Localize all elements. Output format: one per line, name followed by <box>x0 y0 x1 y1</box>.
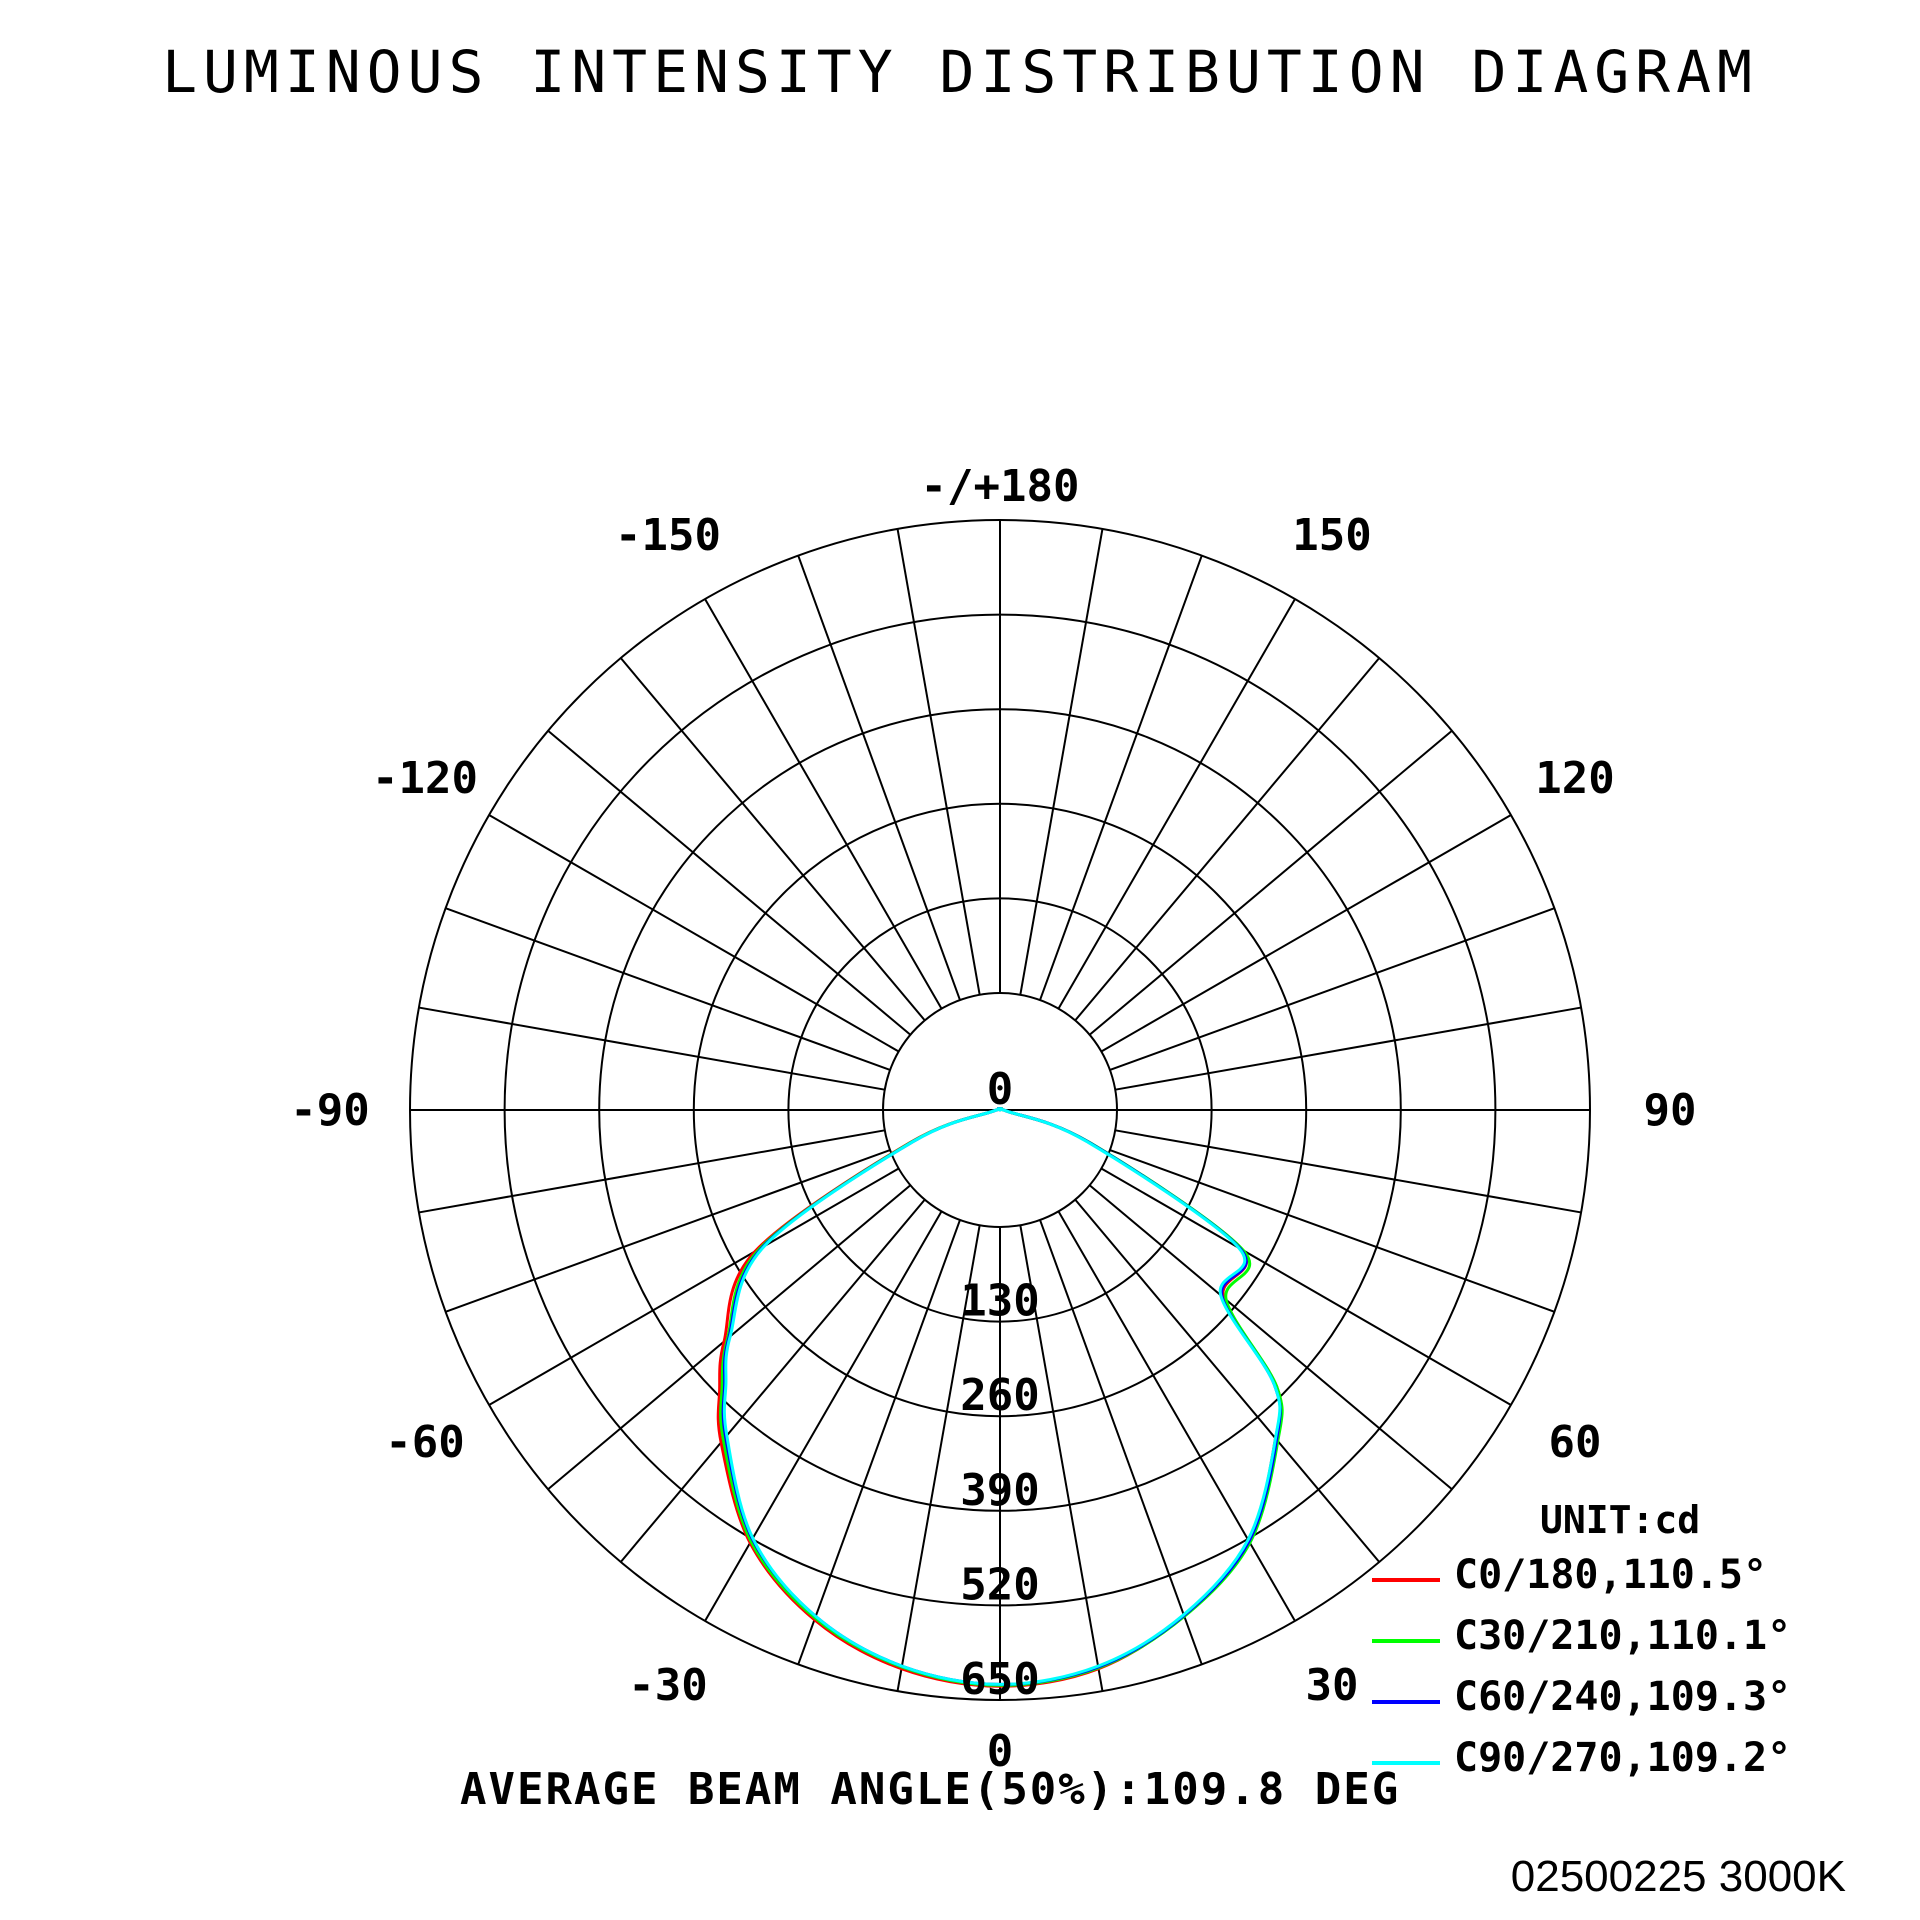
grid-spoke-110 <box>1110 908 1554 1070</box>
legend-label-c30: C30/210,110.1° <box>1454 1613 1792 1659</box>
grid-spoke-220 <box>621 658 925 1020</box>
angle-label-150: 150 <box>1292 510 1372 561</box>
radial-tick-label-130: 130 <box>960 1275 1040 1327</box>
grid-spoke-290 <box>446 1150 890 1312</box>
grid-spoke-160 <box>1040 556 1202 1000</box>
grid-spoke-130 <box>1090 731 1452 1035</box>
average-beam-angle: AVERAGE BEAM ANGLE(50%):109.8 DEG <box>460 1764 1401 1815</box>
grid-spoke-340 <box>798 1220 960 1664</box>
chart-title: LUMINOUS INTENSITY DISTRIBUTION DIAGRAM <box>162 38 1758 106</box>
grid-spoke-170 <box>1020 529 1102 995</box>
angle-label-neg30: -30 <box>628 1660 708 1711</box>
grid-spoke-140 <box>1075 658 1379 1020</box>
angle-label-30: 30 <box>1305 1660 1359 1711</box>
legend-swatch-c30 <box>1372 1639 1440 1643</box>
legend-label-c0: C0/180,110.5° <box>1454 1552 1768 1598</box>
angle-label-neg150: -150 <box>615 510 721 561</box>
angle-label-120: 120 <box>1535 753 1615 804</box>
grid-spoke-100 <box>1115 1008 1581 1090</box>
angle-label-neg60: -60 <box>385 1417 465 1468</box>
grid-spoke-50 <box>1090 1185 1452 1489</box>
angle-label-90: 90 <box>1643 1085 1697 1136</box>
grid-spoke-20 <box>1040 1220 1202 1664</box>
center-zero-label: 0 <box>986 1064 1014 1115</box>
angle-label-180: -/+180 <box>920 461 1080 512</box>
grid-spoke-190 <box>898 529 980 995</box>
bottom-zero-label: 0 <box>986 1726 1014 1777</box>
unit-label: UNIT:cd <box>1540 1498 1701 1542</box>
legend-label-c60: C60/240,109.3° <box>1454 1674 1792 1720</box>
legend-swatch-c60 <box>1372 1700 1440 1704</box>
radial-tick-label-260: 260 <box>960 1370 1040 1422</box>
angle-label-neg120: -120 <box>372 753 478 804</box>
radial-tick-label-650: 650 <box>960 1654 1040 1705</box>
legend-swatch-c0 <box>1372 1578 1440 1582</box>
radial-tick-label-520: 520 <box>960 1559 1040 1611</box>
legend-label-c90: C90/270,109.2° <box>1454 1735 1792 1781</box>
angle-label-60: 60 <box>1548 1417 1602 1468</box>
product-code: 02500225 3000K <box>1510 1852 1846 1901</box>
radial-tick-label-390: 390 <box>960 1464 1040 1516</box>
grid-spoke-250 <box>446 908 890 1070</box>
grid-spoke-230 <box>548 731 910 1035</box>
grid-spoke-40 <box>1075 1200 1379 1562</box>
grid-spoke-70 <box>1110 1150 1554 1312</box>
grid-spoke-320 <box>621 1200 925 1562</box>
grid-spoke-200 <box>798 556 960 1000</box>
angle-label-neg90: -90 <box>290 1085 370 1136</box>
grid-spoke-280 <box>419 1130 885 1212</box>
grid-spoke-260 <box>419 1008 885 1090</box>
grid-spoke-80 <box>1115 1130 1581 1212</box>
